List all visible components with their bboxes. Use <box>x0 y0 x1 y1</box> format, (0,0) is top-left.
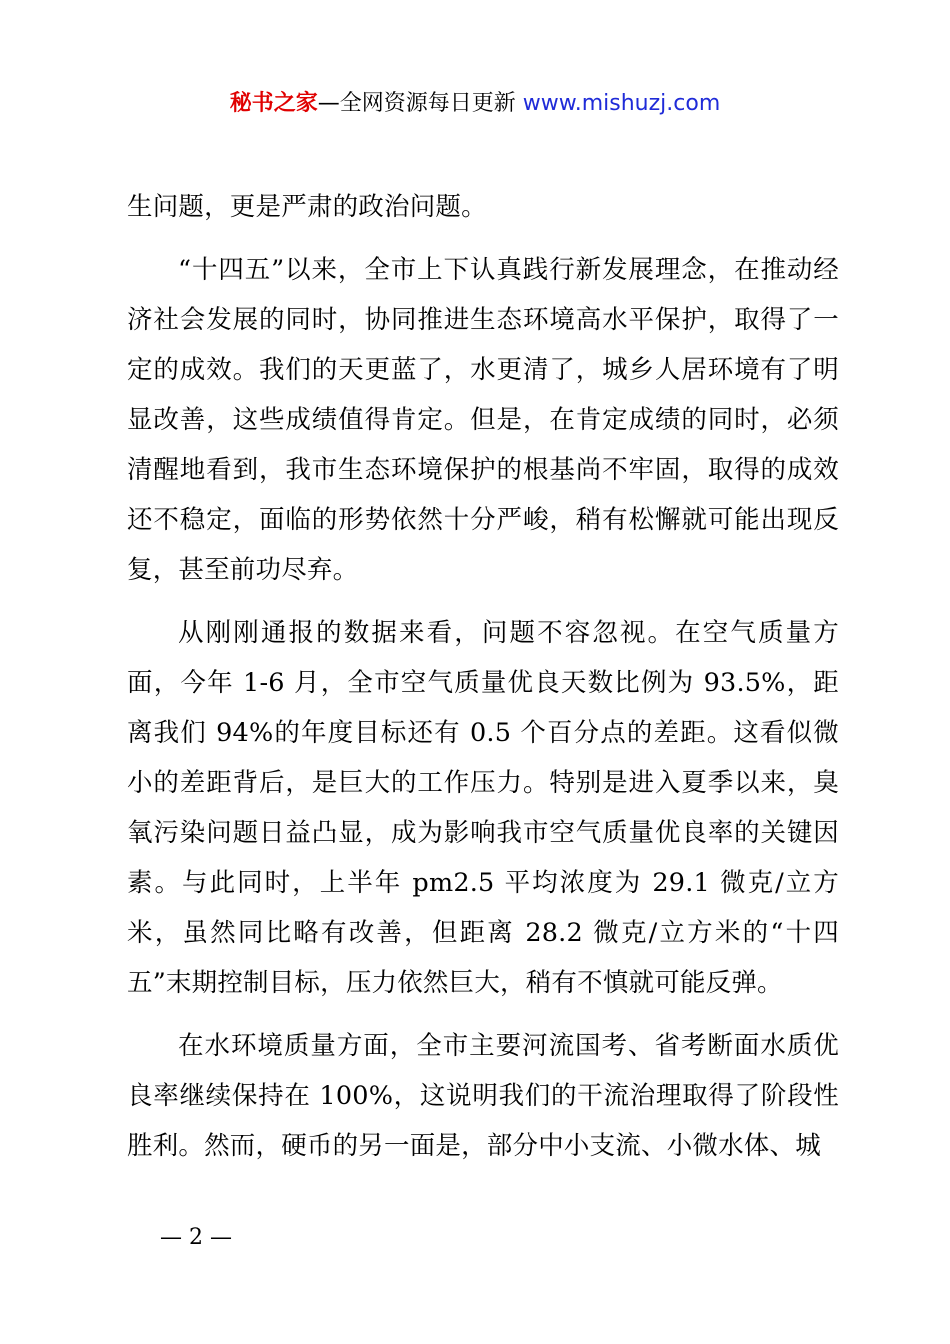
paragraph-air-quality: 从刚刚通报的数据来看，问题不容忽视。在空气质量方面，今年 1-6 月，全市空气质量优良天数比例为 93.5%，距离我们 94%的年度目标还有 0.5 个百分点的差距。这看似微小的差距背后，是巨大的工作压力。特别是进入夏季以来，臭氧污染问题日益凸显，成为影响我市空气质量优良率的关键因素。与此同时，上半年 pm2.5 平均浓度为 29.1 微克/立方米，虽然同比略有改善，但距离 28.2 微克/立方米的“十四五”末期控制目标，压力依然巨大，稍有不慎就可能反弹。 <box>127 618 839 998</box>
page-number: — 2 — <box>160 1225 232 1250</box>
paragraph-water-quality: 在水环境质量方面，全市主要河流国考、省考断面水质优良率继续保持在 100%，这说明我们的干流治理取得了阶段性胜利。然而，硬币的另一面是，部分中小支流、小微水体、城 <box>127 1031 839 1161</box>
paragraph-fourteenth-five-year: “十四五”以来，全市上下认真践行新发展理念，在推动经济社会发展的同时，协同推进生态环境高水平保护，取得了一定的成效。我们的天更蓝了，水更清了，城乡人居环境有了明显改善，这些成绩值得肯定。但是，在肯定成绩的同时，必须清醒地看到，我市生态环境保护的根基尚不牢固，取得的成效还不稳定，面临的形势依然十分严峻，稍有松懈就可能出现反复，甚至前功尽弃。 <box>127 255 839 585</box>
site-brand: 秘书之家 <box>229 91 318 116</box>
paragraph-continuation: 生问题，更是严肃的政治问题。 <box>127 192 487 222</box>
site-url-link[interactable]: www.mishuzj.com <box>522 91 721 116</box>
site-tagline: —全网资源每日更新 <box>317 91 523 116</box>
site-header <box>0 88 950 120</box>
document-body <box>127 182 839 1184</box>
